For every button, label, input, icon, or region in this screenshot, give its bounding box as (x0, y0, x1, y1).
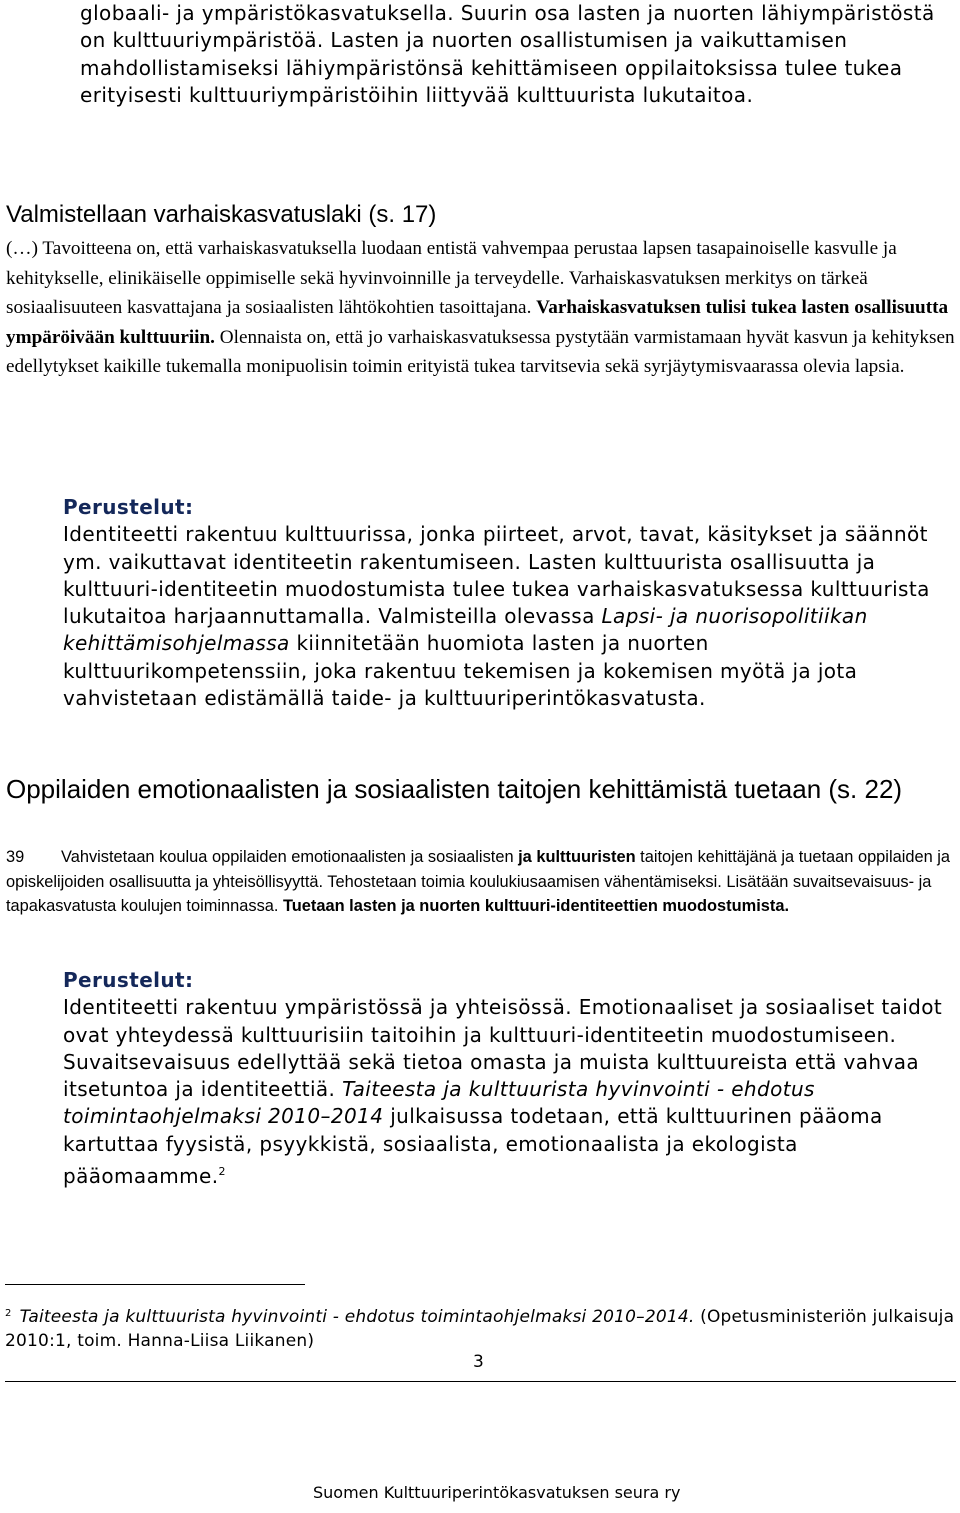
footnote-separator (5, 1284, 305, 1285)
footnote-italic-title: Taiteesta ja kulttuurista hyvinvointi - ehdotus toimintaohjelmaksi 2010–2014. (19, 1307, 695, 1327)
footnote (5, 1302, 955, 1354)
perustelut-paragraph-2 (63, 967, 958, 1190)
organization-footer: Suomen Kulttuuriperintökasvatuksen seura ry (313, 1483, 681, 1502)
item-text-end: taitojen kehittäjänä ja tuetaan oppilaiden ja opiskelijoiden osallisuutta ja yhteisöllisyyttä. Tehostetaan toimia koulukiusaamisen vähentämiseksi. Lisätään suvaitsevaisuus- ja tapakasvatusta koulujen toiminnassa. (6, 848, 951, 915)
perustelut-text: Identiteetti rakentuu ympäristössä ja yhteisössä. Emotionaaliset ja sosiaaliset taidot ovat yhteydessä kulttuurisiin taitoihin ja kulttuuri-identiteetin muodostumiseen. Suvaitsevaisuus edellyttää sekä tietoa omasta ja muista kulttuureista että vahvaa itsetuntoa ja identiteettiä. (63, 995, 943, 1102)
perustelut-text-end: kiinnitetään huomiota lasten ja nuorten kulttuurikompetenssiin, joka rakentuu tekemisen ja kokemisen myötä ja jota vahvistetaan edistämällä taide- ja kulttuuriperintökasvatusta. (63, 631, 858, 711)
perustelut-italic-title: Lapsi- ja nuorisopolitiikan kehittämisohjelmassa (63, 604, 868, 656)
page-divider (5, 1381, 956, 1382)
perustelut-text: Identiteetti rakentuu kulttuurissa, jonka piirteet, arvot, tavat, käsitykset ja säännöt ym. vaikuttavat identiteetin rakentumiseen. Lasten kulttuurista osallisuutta ja kulttuuri-identiteetin muodostumista tulee tukea varhaiskasvatuksessa kulttuurista lukutaitoa harjaannuttamalla. Valmisteilla olevassa (63, 522, 930, 629)
intro-paragraph (80, 0, 950, 109)
paragraph-text-end: Olennaista on, että jo varhaiskasvatuksessa pystytään varmistamaan hyvät kasvun ja kehityksen edellytykset kaikille tukemalla monipuolisin toimin erityistä tukea tarvitsevia sekä syrjäytymisvaarassa olevia lapsia. (6, 326, 955, 378)
perustelut-paragraph-1 (63, 494, 958, 712)
section-heading-varhaiskasvatuslaki: Valmistellaan varhaiskasvatuslaki (s. 17) (6, 201, 437, 228)
numbered-item-39 (6, 845, 956, 919)
item-bold-text-2: Tuetaan lasten ja nuorten kulttuuri-identiteettien muodostumista. (282, 897, 790, 915)
intro-text: globaali- ja ympäristökasvatuksella. Suurin osa lasten ja nuorten lähiympäristöstä on kulttuuriympäristöä. Lasten ja nuorten osallistumisen ja vaikuttamisen mahdollistamiseksi lähiympäristönsä kehittämiseen oppilaitoksissa tulee tukea erityisesti kulttuuriympäristöihin liittyvää kulttuurista lukutaitoa. (80, 1, 935, 107)
perustelut-text-end: julkaisussa todetaan, että kulttuurinen pääoma kartuttaa fyysistä, psyykkistä, sosiaalista, emotionaalista ja ekologista pääomaamme. (63, 1104, 883, 1189)
item-bold-text: ja kulttuuristen (518, 848, 636, 866)
perustelut-label: Perustelut: (63, 968, 194, 992)
section-heading-emotionaaliset-taidot: Oppilaiden emotionaalisten ja sosiaalisten taitojen kehittämistä tuetaan (s. 22) (6, 774, 903, 804)
section-paragraph-varhaiskasvatuslaki (6, 234, 956, 382)
paragraph-bold-text: Varhaiskasvatuksen tulisi tukea lasten osallisuutta ympäröivään kulttuuriin. (6, 297, 949, 348)
perustelut-label: Perustelut: (63, 495, 194, 519)
paragraph-text: (…) Tavoitteena on, että varhaiskasvatuksella luodaan entistä vahvempaa perustaa lapsen tasapainoiselle kasvulle ja kehitykselle, elinikäiselle oppimiselle sekä hyvinvoinnille ja terveydelle. Varhaiskasvatuksen merkitys on tärkeä sosiaalisuuteen kasvattajana ja sosiaalisten lähtökohtien tasoittajana. (6, 238, 897, 319)
footnote-text: (Opetusministeriön julkaisuja 2010:1, toim. Hanna-Liisa Liikanen) (5, 1307, 955, 1352)
perustelut-italic-title: Taiteesta ja kulttuurista hyvinvointi - ehdotus toimintaohjelmaksi 2010–2014 (63, 1077, 815, 1129)
page-number: 3 (473, 1352, 484, 1372)
footnote-number: 2 (5, 1308, 12, 1319)
item-text: Vahvistetaan koulua oppilaiden emotionaalisten ja sosiaalisten (61, 848, 519, 866)
item-number: 39 (6, 848, 25, 866)
footnote-reference: 2 (218, 1165, 226, 1179)
